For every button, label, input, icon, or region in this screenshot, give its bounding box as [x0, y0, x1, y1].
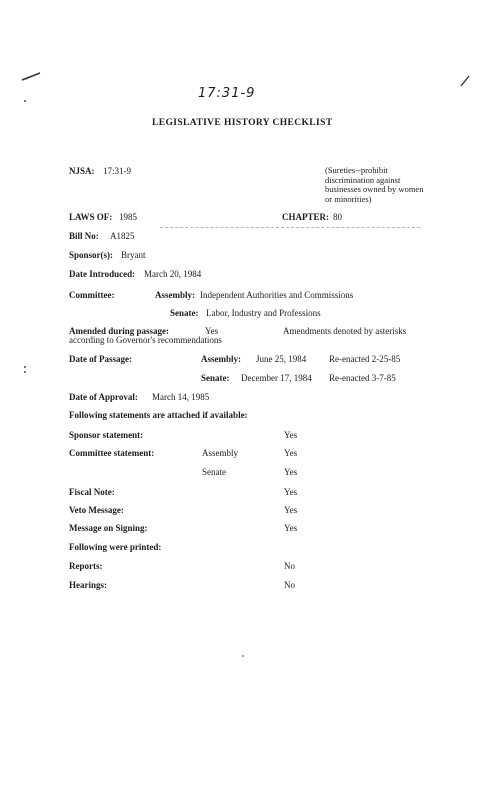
subject-note: (Sureties--prohibit discrimination against businesses owned by women or minorities)	[325, 165, 424, 204]
fiscal-note-label: Fiscal Note:	[69, 487, 115, 497]
veto-message-value: Yes	[284, 505, 298, 515]
scan-dot	[24, 371, 26, 373]
approval-value: March 14, 1985	[152, 392, 210, 402]
hearings-label: Hearings:	[69, 580, 107, 590]
committee-senate-label: Senate:	[170, 308, 199, 318]
passage-senate-date: December 17, 1984	[241, 373, 312, 383]
committee-senate-value: Labor, Industry and Professions	[206, 308, 321, 318]
chapter-label: CHAPTER:	[282, 212, 329, 222]
bill-no-value: A1825	[110, 231, 135, 241]
check-mark-icon	[458, 74, 472, 88]
committee-statement-assembly-label: Assembly	[202, 448, 238, 458]
amended-note-2: according to Governor's recommendations	[69, 335, 222, 345]
scan-dot	[24, 100, 26, 102]
committee-label: Committee:	[69, 290, 115, 300]
date-introduced-value: March 20, 1984	[144, 269, 202, 279]
page-title: LEGISLATIVE HISTORY CHECKLIST	[152, 118, 333, 128]
committee-statement-senate-value: Yes	[284, 467, 298, 477]
scan-dot	[24, 366, 26, 368]
passage-assembly-reenacted: Re-enacted 2-25-85	[329, 354, 401, 364]
bill-no-label: Bill No:	[69, 231, 99, 241]
sponsors-value: Bryant	[121, 250, 146, 260]
handwritten-reference: 17:31-9	[198, 86, 256, 101]
reports-label: Reports:	[69, 561, 103, 571]
amended-note: Amendments denoted by asterisks	[283, 326, 407, 336]
passage-assembly-label: Assembly:	[201, 354, 241, 364]
committee-statement-senate-label: Senate	[202, 467, 226, 477]
veto-message-label: Veto Message:	[69, 505, 124, 515]
message-on-signing-value: Yes	[284, 523, 298, 533]
njsa-value: 17:31-9	[103, 166, 131, 176]
passage-assembly-date: June 25, 1984	[256, 354, 307, 364]
passage-label: Date of Passage:	[69, 354, 132, 364]
chapter-value: 80	[333, 212, 342, 222]
sponsor-statement-value: Yes	[284, 430, 298, 440]
committee-statement-assembly-value: Yes	[284, 448, 298, 458]
committee-assembly-value: Independent Authorities and Commissions	[200, 290, 354, 300]
hearings-value: No	[284, 580, 295, 590]
laws-of-label: LAWS OF:	[69, 212, 113, 222]
amended-value: Yes	[205, 326, 219, 336]
reports-value: No	[284, 561, 295, 571]
fiscal-note-value: Yes	[284, 487, 298, 497]
attached-heading: Following statements are attached if available:	[69, 410, 248, 420]
date-introduced-label: Date Introduced:	[69, 269, 136, 279]
committee-assembly-label: Assembly:	[155, 290, 195, 300]
passage-senate-label: Senate:	[201, 373, 230, 383]
committee-statement-label: Committee statement:	[69, 448, 155, 458]
scan-dot	[242, 655, 244, 657]
laws-of-value: 1985	[119, 212, 137, 222]
printed-heading: Following were printed:	[69, 542, 162, 552]
divider	[160, 227, 420, 228]
sponsors-label: Sponsor(s):	[69, 250, 114, 260]
approval-label: Date of Approval:	[69, 392, 138, 402]
njsa-label: NJSA:	[69, 166, 95, 176]
message-on-signing-label: Message on Signing:	[69, 523, 148, 533]
scan-mark-icon	[20, 70, 42, 84]
amended-label: Amended during passage:	[69, 326, 170, 336]
sponsor-statement-label: Sponsor statement:	[69, 430, 144, 440]
passage-senate-reenacted: Re-enacted 3-7-85	[329, 373, 396, 383]
